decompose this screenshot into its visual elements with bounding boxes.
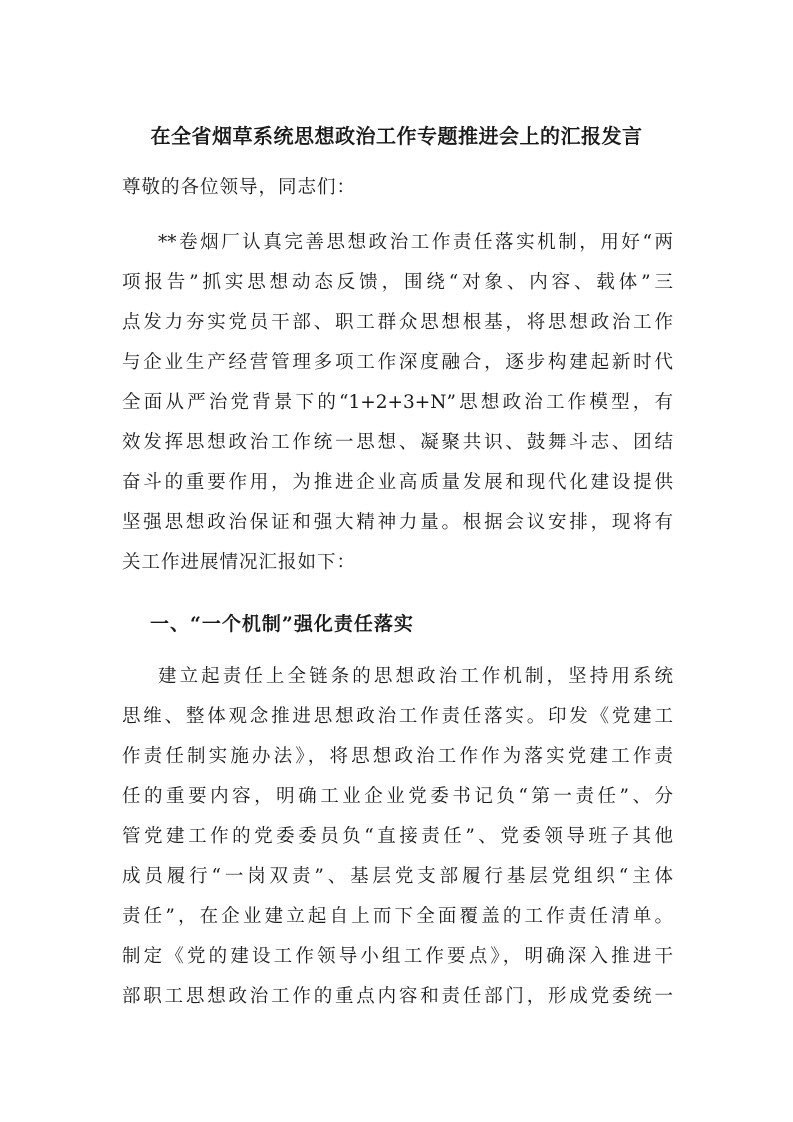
paragraph-1-line-2: 项报告”抓实思想动态反馈，围绕“对象、内容、载体”三 <box>122 272 673 293</box>
paragraph-1-line-8: 坚强思想政治保证和强大精神力量。根据会议安排，现将有 <box>122 512 673 533</box>
paragraph-2-line-6: 成员履行“一岗双责”、基层党支部履行基层党组织“主体 <box>122 866 673 887</box>
paragraph-1-line-3: 点发力夯实党员干部、职工群众思想根基，将思想政治工作 <box>122 312 673 333</box>
paragraph-2-line-1: 建立起责任上全链条的思想政治工作机制，坚持用系统 <box>158 666 673 687</box>
paragraph-2-line-7: 责任”，在企业建立起自上而下全面覆盖的工作责任清单。 <box>122 906 673 927</box>
paragraph-2-line-4: 任的重要内容，明确工业企业党委书记负“第一责任”、分 <box>122 786 673 807</box>
paragraph-2-line-9: 部职工思想政治工作的重点内容和责任部门，形成党委统一 <box>122 986 673 1007</box>
paragraph-2-line-2: 思维、整体观念推进思想政治工作责任落实。印发《党建工 <box>122 706 673 727</box>
section-heading-1: 一、“一个机制”强化责任落实 <box>150 613 414 635</box>
paragraph-1-line-7: 奋斗的重要作用，为推进企业高质量发展和现代化建设提供 <box>122 472 673 493</box>
paragraph-1-line-6: 效发挥思想政治工作统一思想、凝聚共识、鼓舞斗志、团结 <box>122 432 673 453</box>
salutation: 尊敬的各位领导，同志们： <box>122 177 357 198</box>
paragraph-1-line-4: 与企业生产经营管理多项工作深度融合，逐步构建起新时代 <box>122 352 673 373</box>
paragraph-1-line-5: 全面从严治党背景下的“1+2+3+N”思想政治工作模型，有 <box>122 392 673 413</box>
document-title: 在全省烟草系统思想政治工作专题推进会上的汇报发言 <box>150 124 643 148</box>
paragraph-2-line-5: 管党建工作的党委委员负“直接责任”、党委领导班子其他 <box>122 826 673 847</box>
paragraph-1-line-1: **卷烟厂认真完善思想政治工作责任落实机制，用好“两 <box>158 232 673 253</box>
paragraph-2-line-3: 作责任制实施办法》，将思想政治工作作为落实党建工作责 <box>122 746 673 767</box>
paragraph-1-line-9: 关工作进展情况汇报如下： <box>122 552 357 573</box>
paragraph-2-line-8: 制定《党的建设工作领导小组工作要点》，明确深入推进干 <box>122 946 673 967</box>
